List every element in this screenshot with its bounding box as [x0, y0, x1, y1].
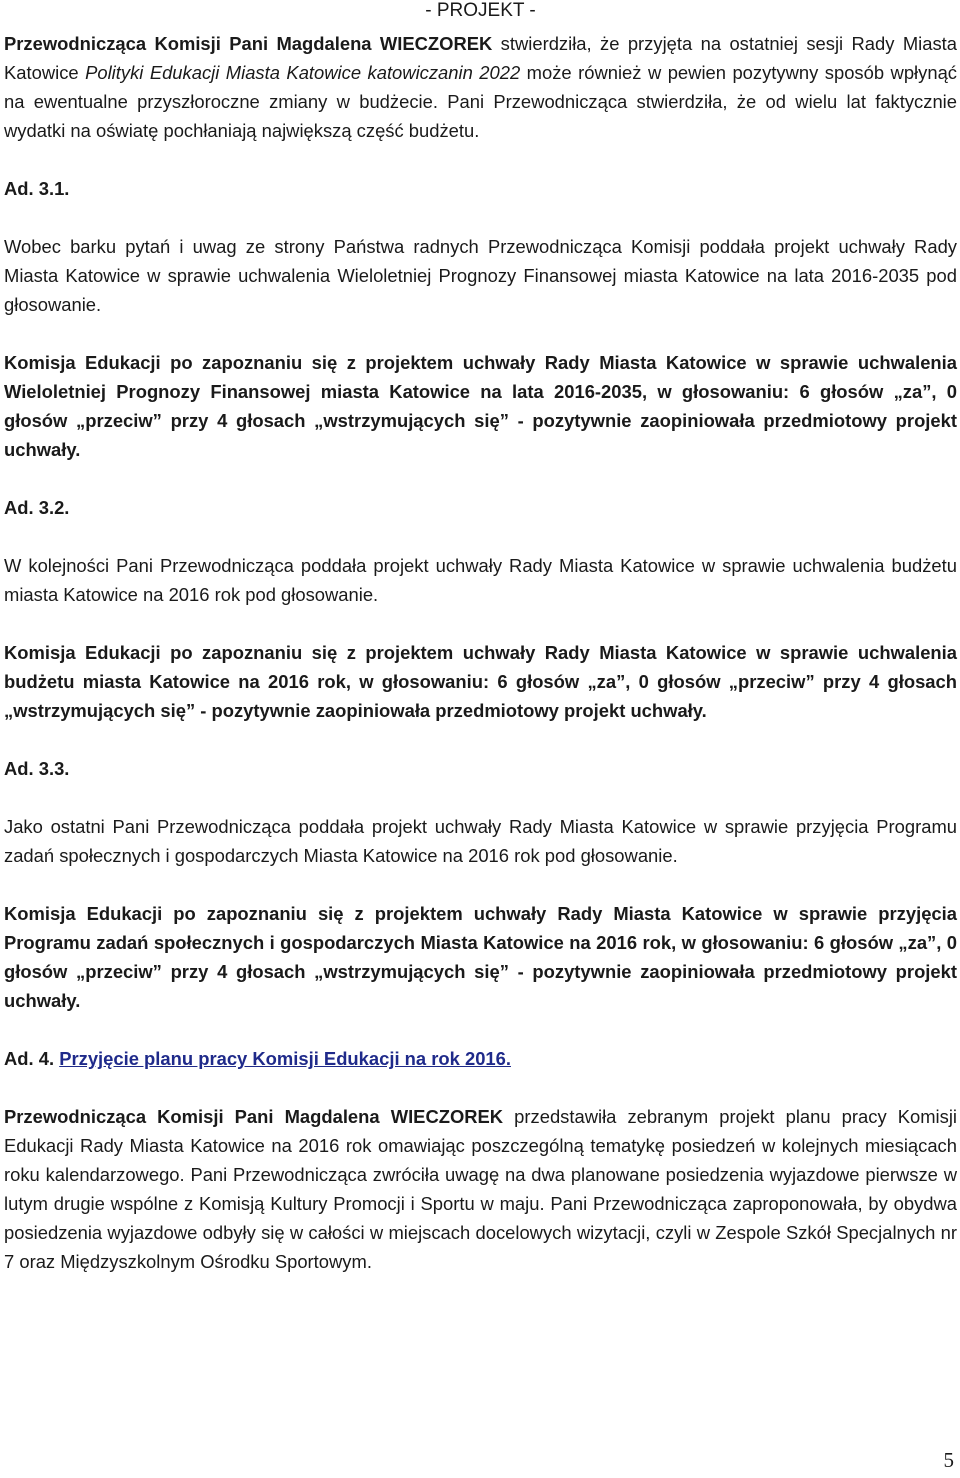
paragraph-opinion-budget: Komisja Edukacji po zapoznaniu się z projektem uchwały Rady Miasta Katowice w sprawie uchwalenia budżetu miasta Katowice na 2016 rok, w głosowaniu: 6 głosów „za”, 0 głosów „przeciw” przy 4 głosach „wstrzymujących się” - pozytywnie zaopiniowała przedmiotowy projekt uchwały. [4, 642, 957, 721]
section-heading-3-3: Ad. 3.3. [4, 758, 70, 779]
section-heading-4 [4, 1044, 957, 1073]
paragraph-work-plan [4, 1102, 957, 1276]
section-heading-3-1: Ad. 3.1. [4, 178, 70, 199]
paragraph-vote-program: Jako ostatni Pani Przewodnicząca poddała projekt uchwały Rady Miasta Katowice w sprawie przyjęcia Programu zadań społecznych i gospodarczych Miasta Katowice na 2016 rok pod głosowanie. [4, 816, 957, 866]
policy-title: Polityki Edukacji Miasta Katowice katowiczanin 2022 [85, 62, 521, 83]
speaker-name: Przewodnicząca Komisji Pani Magdalena WIECZOREK [4, 33, 493, 54]
paragraph-text: przedstawiła zebranym projekt planu pracy Komisji Edukacji Rady Miasta Katowice na 2016 rok omawiając poszczególną tematykę posiedzeń w kolejnych miesiącach roku kalendarzowego. Pani Przewodnicząca zwróciła uwagę na dwa planowane posiedzenia wyjazdowe pierwsze w lutym drugie wspólne z Komisją Kultury Promocji i Sportu w maju. Pani Przewodnicząca zaproponowała, by obydwa posiedzenia wyjazdowe odbyły się w całości w miejscach docelowych wizytacji, czyli w Zespole Szkół Specjalnych nr 7 oraz Międzyszkolnym Ośrodku Sportowym. [4, 1106, 957, 1272]
paragraph-text: stwierdziła, że przyjęta na ostatniej sesji Rady Miasta Katowice [4, 33, 957, 83]
section-heading-3-2: Ad. 3.2. [4, 497, 70, 518]
paragraph-chair-statement [4, 29, 957, 145]
document-header: - PROJEKT - [425, 0, 536, 21]
speaker-name: Przewodnicząca Komisji Pani Magdalena WIECZOREK [4, 1106, 504, 1127]
section-label: Ad. 4. [4, 1048, 55, 1069]
paragraph-opinion-program: Komisja Edukacji po zapoznaniu się z projektem uchwały Rady Miasta Katowice w sprawie przyjęcia Programu zadań społecznych i gospodarczych Miasta Katowice na 2016 rok, w głosowaniu: 6 głosów „za”, 0 głosów „przeciw” przy 4 głosach „wstrzymujących się” - pozytywnie zaopiniowała przedmiotowy projekt uchwały. [4, 903, 957, 1011]
paragraph-opinion-wpf: Komisja Edukacji po zapoznaniu się z projektem uchwały Rady Miasta Katowice w sprawie uchwalenia Wieloletniej Prognozy Finansowej miasta Katowice na lata 2016-2035, w głosowaniu: 6 głosów „za”, 0 głosów „przeciw” przy 4 głosach „wstrzymujących się” - pozytywnie zaopiniowała przedmiotowy projekt uchwały. [4, 352, 957, 460]
paragraph-vote-wpf: Wobec barku pytań i uwag ze strony Państwa radnych Przewodnicząca Komisji poddała projekt uchwały Rady Miasta Katowice w sprawie uchwalenia Wieloletniej Prognozy Finansowej miasta Katowice na lata 2016-2035 pod głosowanie. [4, 236, 957, 315]
paragraph-text: może również w pewien pozytywny sposób wpłynąć na ewentualne przyszłoroczne zmiany w budżecie. Pani Przewodnicząca stwierdziła, że od wielu lat faktycznie wydatki na oświatę pochłaniają największą część budżetu. [4, 62, 957, 141]
section-4-link[interactable]: Przyjęcie planu pracy Komisji Edukacji na rok 2016. [59, 1048, 511, 1069]
page-number: 5 [943, 1448, 954, 1472]
paragraph-vote-budget: W kolejności Pani Przewodnicząca poddała projekt uchwały Rady Miasta Katowice w sprawie uchwalenia budżetu miasta Katowice na 2016 rok pod głosowanie. [4, 555, 957, 605]
document-page [4, 0, 957, 1276]
